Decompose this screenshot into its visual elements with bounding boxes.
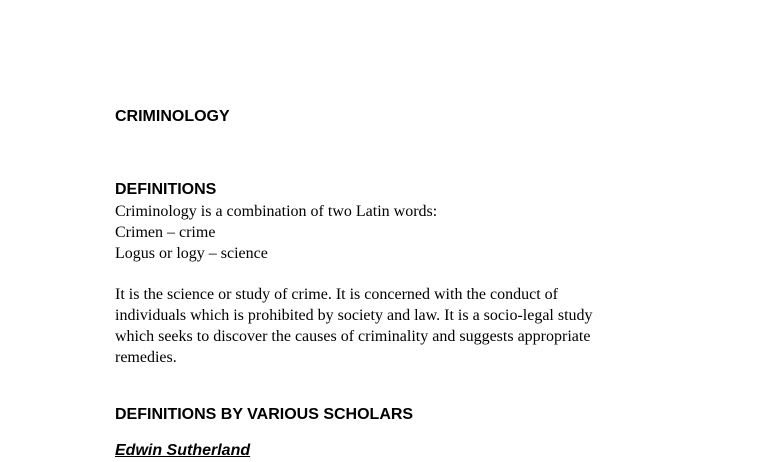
spacer xyxy=(115,264,735,284)
document-content xyxy=(115,106,735,462)
spacer xyxy=(115,368,735,404)
definition-logy-line: Logus or logy – science xyxy=(115,245,268,262)
scholars-heading: DEFINITIONS BY VARIOUS SCHOLARS xyxy=(115,406,414,423)
paragraph-line: remedies. xyxy=(115,349,177,366)
spacer xyxy=(115,426,735,440)
paragraph-line: which seeks to discover the causes of criminality and suggests appropriate xyxy=(115,328,591,345)
paragraph-line: It is the science or study of crime. It is concerned with the conduct of xyxy=(115,286,558,303)
definitions-heading: DEFINITIONS xyxy=(115,181,217,198)
spacer xyxy=(115,128,735,178)
definition-crimen-line: Crimen – crime xyxy=(115,224,216,241)
paragraph-line: individuals which is prohibited by society and law. It is a socio-legal study xyxy=(115,307,593,324)
definition-paragraph xyxy=(115,284,735,368)
document-title: CRIMINOLOGY xyxy=(115,108,230,125)
definition-intro-line: Criminology is a combination of two Latin words: xyxy=(115,203,438,220)
scholar-name: Edwin Sutherland xyxy=(115,442,251,459)
